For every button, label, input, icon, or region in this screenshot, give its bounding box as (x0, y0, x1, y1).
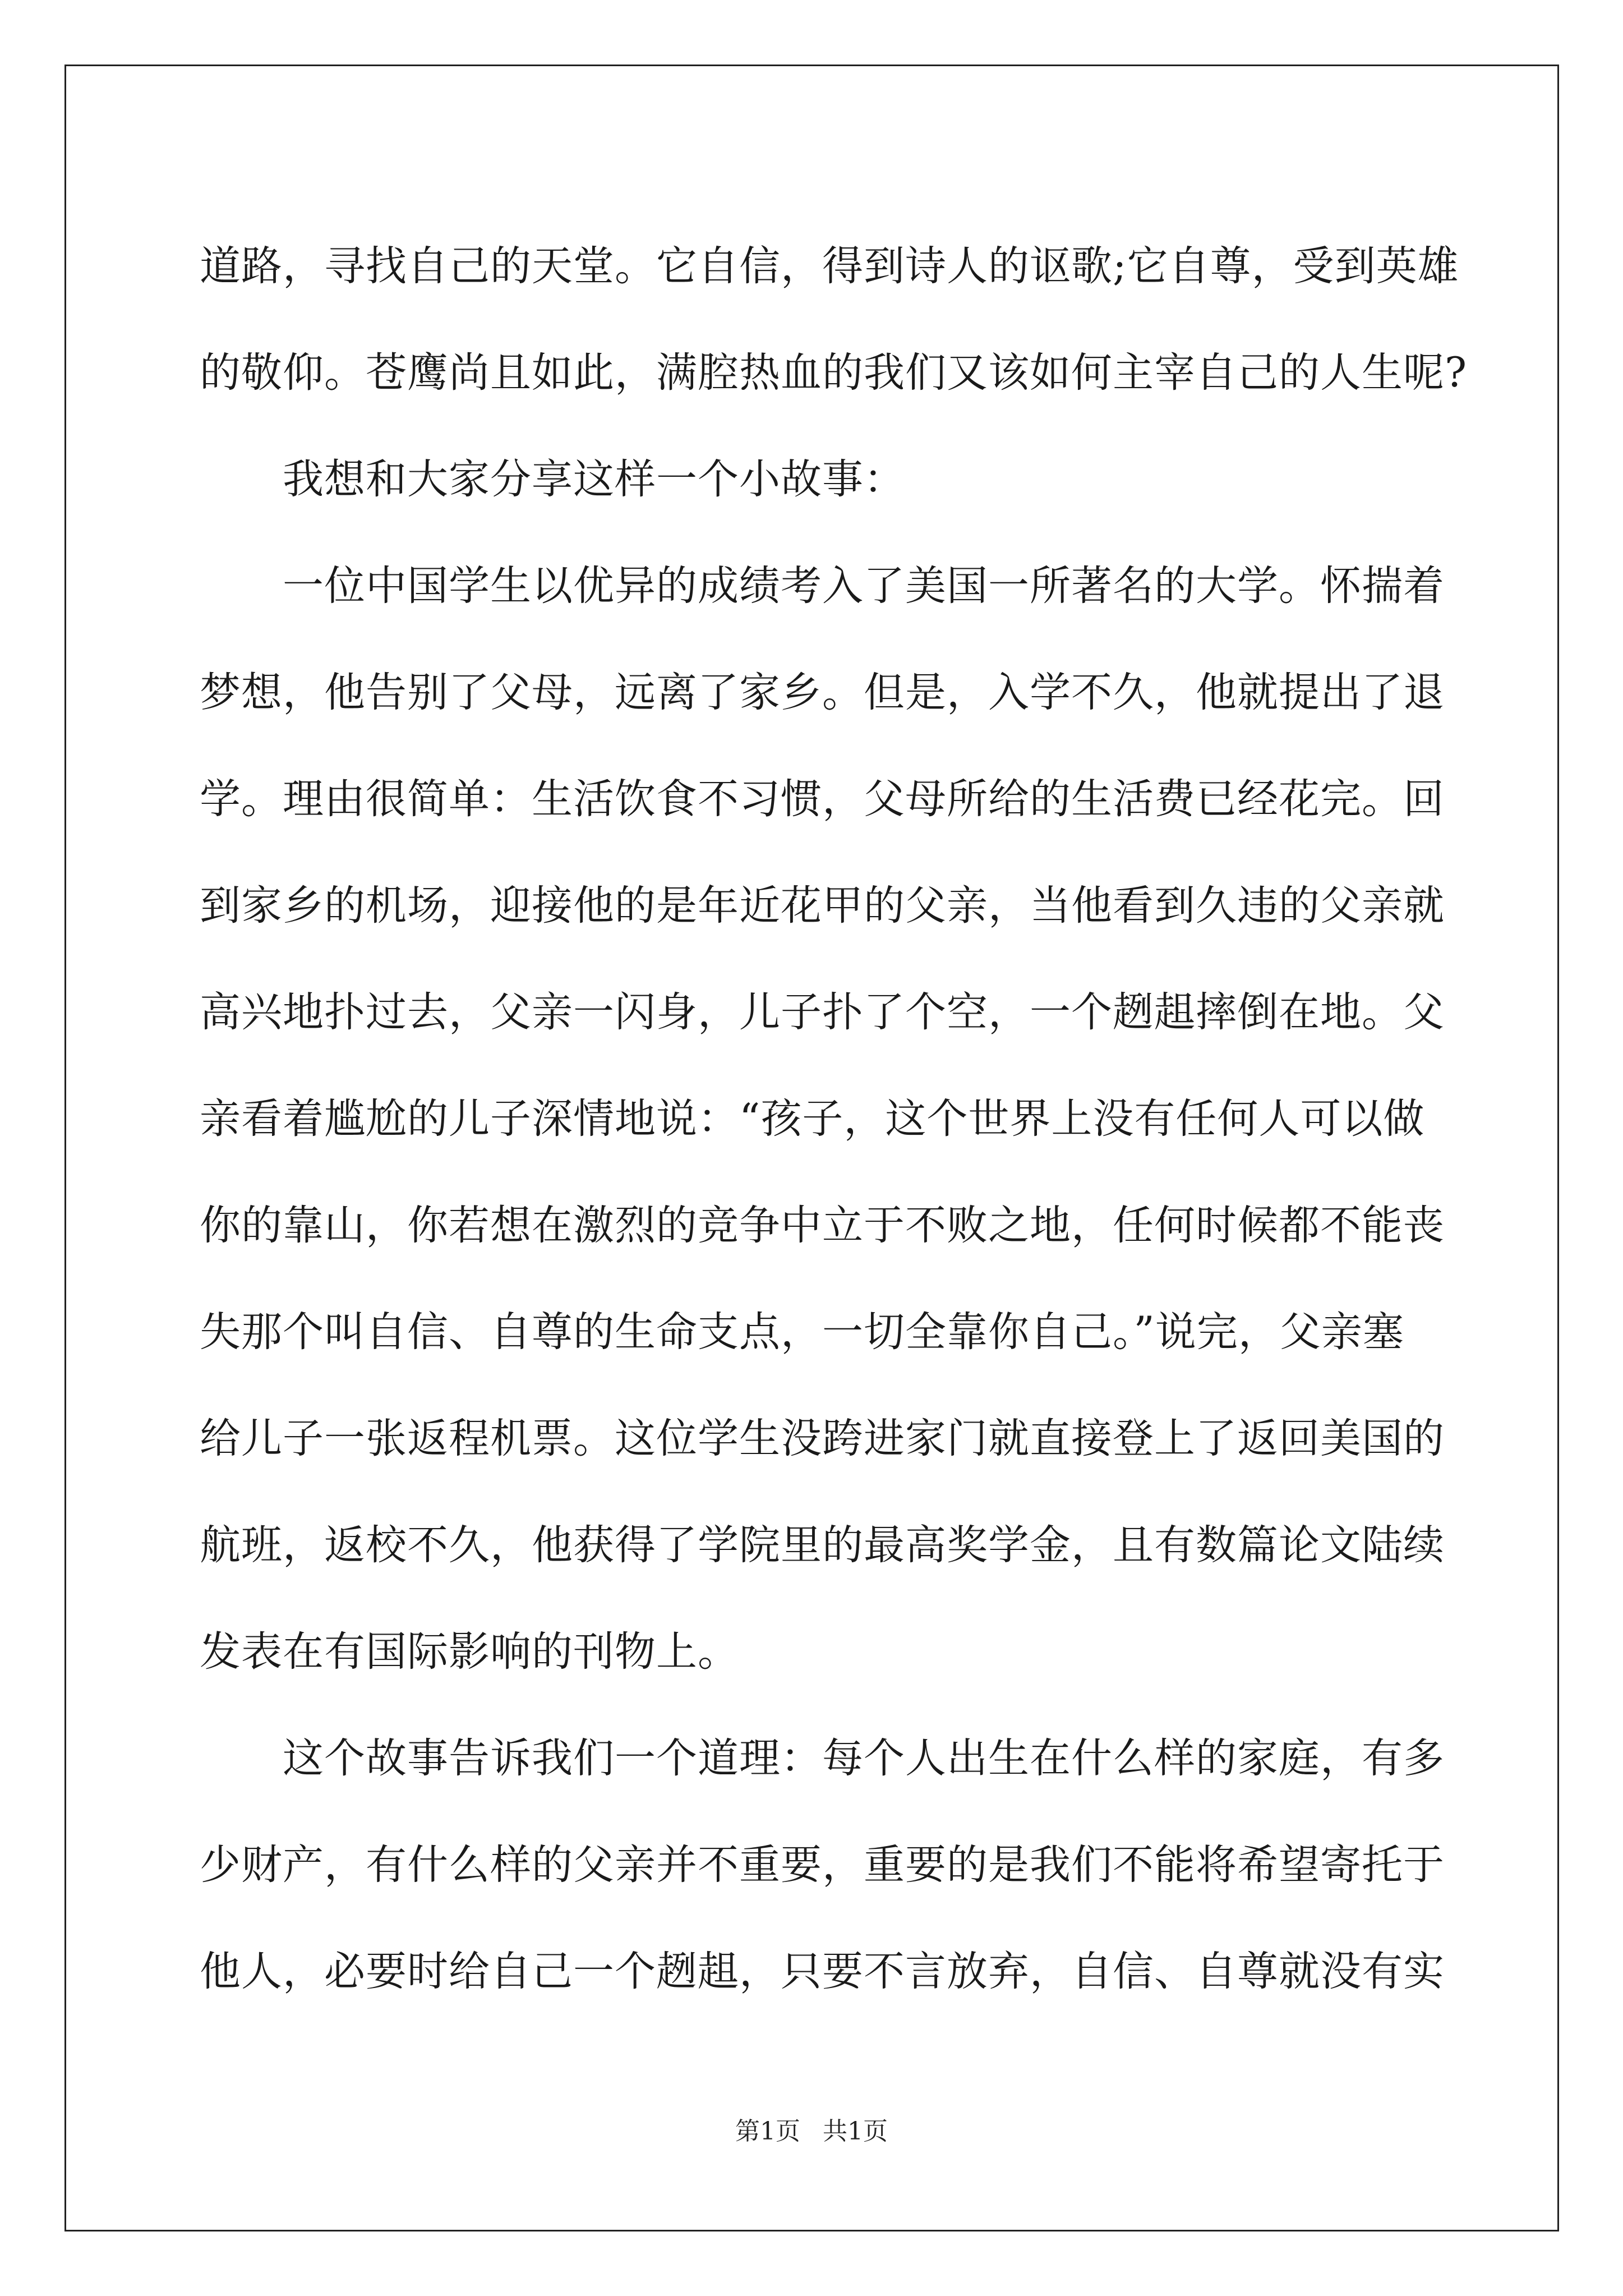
text-line: 航班，返校不久，他获得了学院里的最高奖学金，且有数篇论文陆续 (200, 1521, 1445, 1569)
text-line: 失那个叫自信、自尊的生命支点，一切全靠你自己。”说完，父亲塞 (200, 1308, 1404, 1356)
text-line: 学。理由很简单：生活饮食不习惯，父母所给的生活费已经花完。回 (200, 775, 1445, 823)
text-line: 少财产，有什么样的父亲并不重要，重要的是我们不能将希望寄托于 (200, 1841, 1445, 1889)
text-line: 他人，必要时给自己一个趔趄，只要不言放弃，自信、自尊就没有实 (200, 1948, 1445, 1995)
text-line: 我想和大家分享这样一个小故事： (200, 455, 905, 503)
page-number: 第1页 (735, 2117, 800, 2146)
text-line: 道路，寻找自己的天堂。它自信，得到诗人的讴歌;它自尊，受到英雄 (200, 242, 1459, 290)
page-total: 共1页 (823, 2117, 888, 2146)
page-footer (0, 2115, 1623, 2148)
text-line: 给儿子一张返程机票。这位学生没跨进家门就直接登上了返回美国的 (200, 1415, 1445, 1462)
text-line: 一位中国学生以优异的成绩考入了美国一所著名的大学。怀揣着 (200, 562, 1445, 610)
text-line: 梦想，他告别了父母，远离了家乡。但是，入学不久，他就提出了退 (200, 669, 1445, 716)
text-line: 发表在有国际影响的刊物上。 (200, 1628, 739, 1676)
text-line: 你的靠山，你若想在激烈的竞争中立于不败之地，任何时候都不能丧 (200, 1202, 1445, 1249)
text-line: 这个故事告诉我们一个道理：每个人出生在什么样的家庭，有多 (200, 1734, 1445, 1782)
text-line: 亲看着尴尬的儿子深情地说：“孩子，这个世界上没有任何人可以做 (200, 1095, 1425, 1143)
text-line: 到家乡的机场，迎接他的是年近花甲的父亲，当他看到久违的父亲就 (200, 882, 1445, 930)
text-line: 的敬仰。苍鹰尚且如此，满腔热血的我们又该如何主宰自己的人生呢? (200, 349, 1468, 397)
text-line: 高兴地扑过去，父亲一闪身，儿子扑了个空，一个趔趄摔倒在地。父 (200, 988, 1445, 1036)
document-body (200, 213, 1468, 2025)
